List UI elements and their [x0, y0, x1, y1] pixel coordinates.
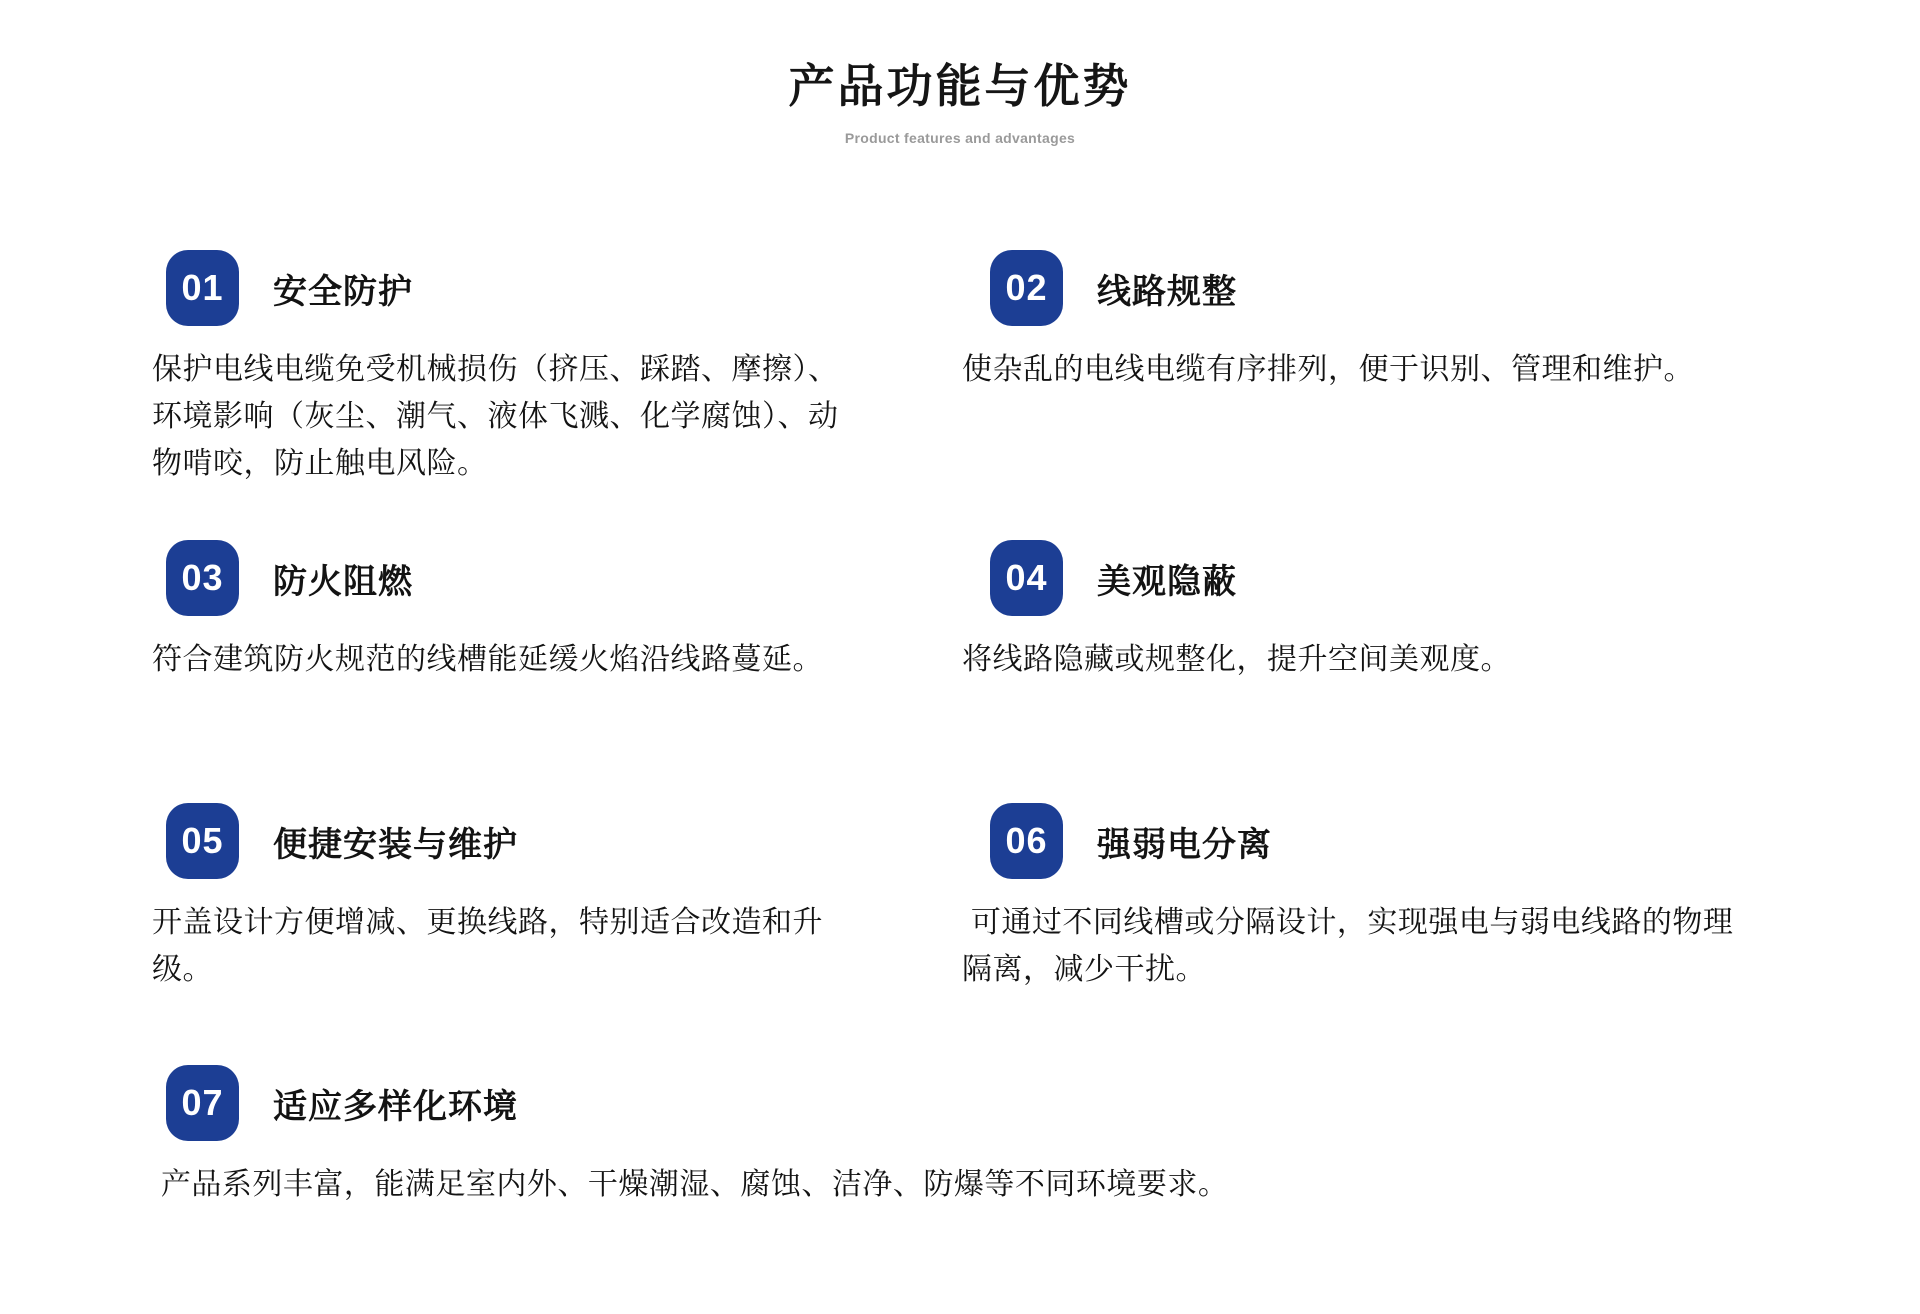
feature-title: 防火阻燃: [273, 562, 413, 601]
feature-title: 美观隐蔽: [1097, 562, 1237, 601]
feature-item-02: [962, 250, 1752, 393]
feature-item-01: [152, 250, 852, 487]
feature-title: 适应多样化环境: [273, 1087, 518, 1126]
feature-title: 安全防护: [273, 272, 413, 311]
feature-description: 符合建筑防火规范的线槽能延缓火焰沿线路蔓延。: [152, 643, 823, 676]
feature-header: [152, 250, 852, 326]
feature-item-06: [962, 803, 1762, 993]
feature-header: [962, 803, 1762, 879]
feature-number-badge: 03: [166, 540, 239, 616]
feature-item-05: [152, 803, 842, 993]
feature-description: 保护电线电缆免受机械损伤（挤压、踩踏、摩擦）、环境影响（灰尘、潮气、液体飞溅、化学腐蚀）、动物啃咬，防止触电风险。: [152, 353, 839, 480]
feature-header: [962, 540, 1682, 616]
page-header: [0, 50, 1920, 146]
page-subtitle: Product features and advantages: [844, 130, 1076, 146]
feature-description: 开盖设计方便增减、更换线路，特别适合改造和升级。: [152, 906, 823, 986]
feature-number-badge: 07: [166, 1065, 239, 1141]
feature-number-badge: 04: [990, 540, 1063, 616]
feature-number-badge: 06: [990, 803, 1063, 879]
feature-description: 使杂乱的电线电缆有序排列，便于识别、管理和维护。: [962, 353, 1694, 386]
feature-description: 可通过不同线槽或分隔设计，实现强电与弱电线路的物理隔离，减少干扰。: [962, 906, 1734, 986]
feature-item-04: [962, 540, 1682, 683]
feature-header: [152, 803, 842, 879]
page-title: 产品功能与优势: [788, 60, 1132, 112]
feature-number-badge: 01: [166, 250, 239, 326]
feature-item-03: [152, 540, 872, 683]
feature-number-badge: 05: [166, 803, 239, 879]
feature-description: 将线路隐藏或规整化，提升空间美观度。: [962, 643, 1511, 676]
feature-number-badge: 02: [990, 250, 1063, 326]
feature-title: 线路规整: [1097, 272, 1237, 311]
feature-header: [962, 250, 1752, 326]
feature-header: [152, 1065, 1352, 1141]
feature-title: 便捷安装与维护: [273, 825, 518, 864]
feature-description: 产品系列丰富，能满足室内外、干燥潮湿、腐蚀、洁净、防爆等不同环境要求。: [152, 1168, 1229, 1201]
feature-item-07: [152, 1065, 1352, 1208]
feature-title: 强弱电分离: [1097, 825, 1272, 864]
feature-header: [152, 540, 872, 616]
